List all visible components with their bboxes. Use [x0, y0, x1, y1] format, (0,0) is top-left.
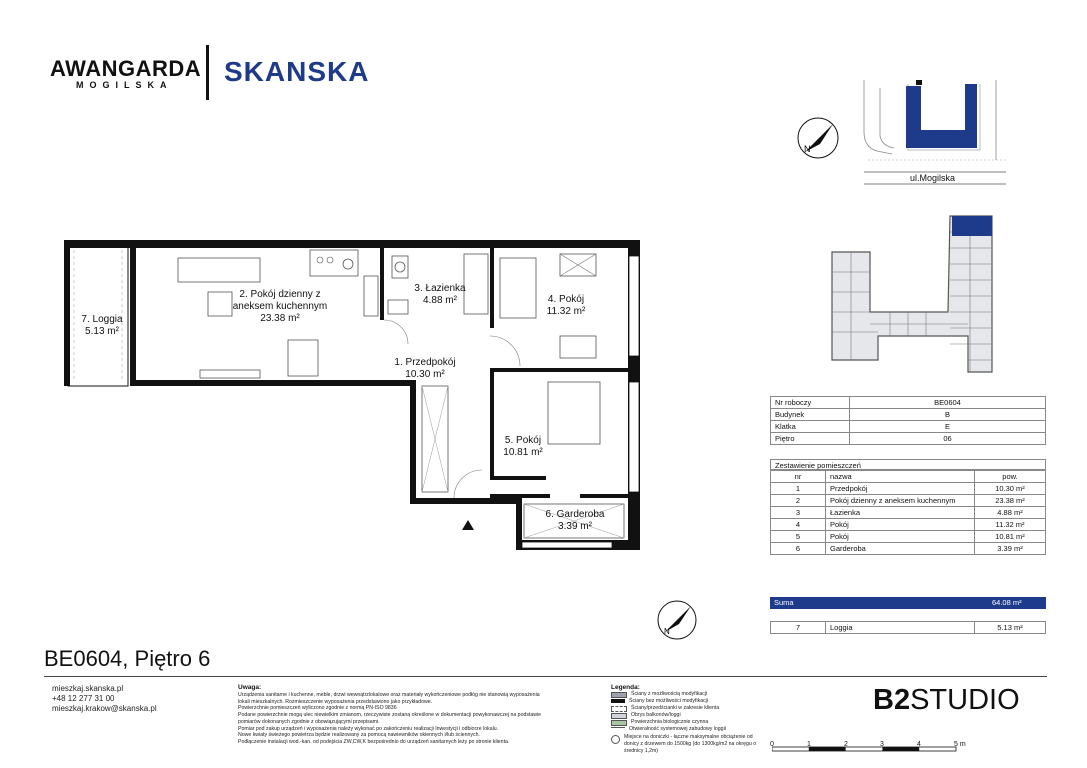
compass-icon [655, 598, 699, 642]
legend-item: Powierzchnia biologicznie czynna [611, 719, 761, 726]
legend [611, 691, 761, 755]
table-row: 3 Łazienka 4.88 m² [771, 507, 1046, 519]
room-label-living: 2. Pokój dzienny z aneksem kuchennym 23.38 m² [232, 289, 328, 324]
scale-bar [772, 744, 972, 756]
scale-tick: 1 [807, 741, 811, 748]
contact-phone[interactable]: +48 12 277 31 00 [52, 694, 115, 703]
legend-item: Miejsce na doniczki - łączne maksymalne obciążenie od donicy z drzewem do 1500kg (do 1300kg/m2 na okręgu o średnicy 1,2m) [611, 734, 761, 755]
scale-tick: 5 m [954, 741, 966, 748]
info-value: E [850, 421, 1046, 433]
table-row: 1 Przedpokój 10.30 m² [771, 483, 1046, 495]
total-area-row [770, 597, 1046, 609]
total-value: 64.08 m² [992, 598, 1022, 607]
rooms-table-title: Zestawienie pomieszczeń [770, 459, 1046, 470]
contact-website[interactable]: mieszkaj.skanska.pl [52, 684, 124, 693]
notes: Urządzenia sanitarne i kuchenne, meble, drzwi wewnątrzlokalowe oraz materiały wykończeniowe podłóg nie stanowią wyposażenia lokali mieszkalnych. Rozmieszczenie wyposażenia przedstawiono jako przykładowe. Powierzchnie pomieszczeń wyliczono zgodnie z normą PN-ISO 9836 Podane powierzchnie mogą ulec niewielkim zmianom, rzeczywiste zostaną określone w dokumentacji powykonawczej na podstawie pomiarów dokonanych zgodnie z obowiązującymi przepisami. Pomiar pod zakup urządzeń i wyposażenia należy wykonać po zakończeniu realizacji Inwestycji i odbiorze lokalu. Nowe kwiaty świeżego powietrza będzie realizowany za pomocą nawiewników okiennych i/lub ściennych. Podłączenie instalacji wod.-kan. od podejścia ZW,CW,K bezpośrednio do urządzeń sanitarnych leży po stronie klienta. [238, 692, 542, 745]
scale-tick: 3 [880, 741, 884, 748]
entrance-marker [462, 520, 474, 530]
info-key: Budynek [771, 409, 850, 421]
rooms-table [770, 470, 1046, 555]
legend-item: Ściany z możliwością modyfikacji [611, 691, 761, 698]
scale-tick: 0 [770, 741, 774, 748]
table-header-row [771, 471, 1046, 483]
info-row [771, 397, 1046, 409]
room-label-room5: 5. Pokój 10.81 m² [503, 435, 543, 458]
footer-divider [44, 676, 1047, 677]
legend-item: Ściany bez możliwości modyfikacji [611, 698, 761, 705]
table-row: 6 Garderoba 3.39 m² [771, 543, 1046, 555]
info-value: BE0604 [850, 397, 1046, 409]
info-value: B [850, 409, 1046, 421]
info-key: Klatka [771, 421, 850, 433]
info-key: Piętro [771, 433, 850, 445]
table-row: 7 Loggia 5.13 m² [771, 622, 1046, 634]
building-footprint [906, 84, 977, 148]
floor-plan [60, 236, 650, 554]
room-label-loggia: 7. Loggia 5.13 m² [81, 314, 123, 337]
col-nr: nr [771, 471, 826, 483]
room-label-bathroom: 3. Łazienka 4.88 m² [414, 283, 466, 306]
street-name: ul.Mogilska [910, 173, 956, 183]
col-name: nazwa [826, 471, 975, 483]
b2studio-logo: B2STUDIO [873, 684, 1020, 716]
page-title: BE0604, Piętro 6 [44, 646, 211, 671]
col-area: pow. [975, 471, 1046, 483]
scale-tick: 4 [917, 741, 921, 748]
info-row [771, 409, 1046, 421]
table-row: 5 Pokój 10.81 m² [771, 531, 1046, 543]
building-key-plan [818, 212, 998, 382]
room-label-room4: 4. Pokój 11.32 m² [546, 294, 586, 317]
logo-divider [206, 45, 209, 100]
legend-item: Obrys balkonów/loggi [611, 712, 761, 719]
compass-letter: N [664, 627, 670, 636]
compass-letter: N [804, 144, 811, 154]
table-row: 2 Pokój dzienny z aneksem kuchennym 23.38 m² [771, 495, 1046, 507]
contact-info [52, 684, 157, 714]
skanska-logo: SKANSKA [224, 56, 370, 87]
info-key: Nr roboczy [771, 397, 850, 409]
room-label-hall: 1. Przedpokój 10.30 m² [394, 357, 456, 380]
apartment-info-table [770, 396, 1046, 445]
awangarda-logo: AWANGARDA [50, 56, 202, 81]
loggia-table [770, 621, 1046, 634]
notes-title: Uwaga: [238, 684, 262, 691]
scale-tick: 2 [844, 741, 848, 748]
compass-icon [798, 118, 838, 158]
contact-email[interactable]: mieszkaj.krakow@skanska.pl [52, 704, 157, 713]
apartment-highlight [952, 216, 992, 236]
legend-item: Otwieralność systemowej zabudowy loggii [611, 726, 761, 733]
info-row [771, 433, 1046, 445]
total-label: Suma [774, 598, 794, 607]
legend-title: Legenda: [611, 684, 640, 691]
room-label-wardrobe: 6. Garderoba 3.39 m² [545, 509, 605, 532]
awangarda-logo-subtitle: MOGILSKA [76, 80, 173, 90]
info-row [771, 421, 1046, 433]
legend-item: Ściany/przedścianki w zakresie klienta [611, 705, 761, 712]
table-row: 4 Pokój 11.32 m² [771, 519, 1046, 531]
info-value: 06 [850, 433, 1046, 445]
